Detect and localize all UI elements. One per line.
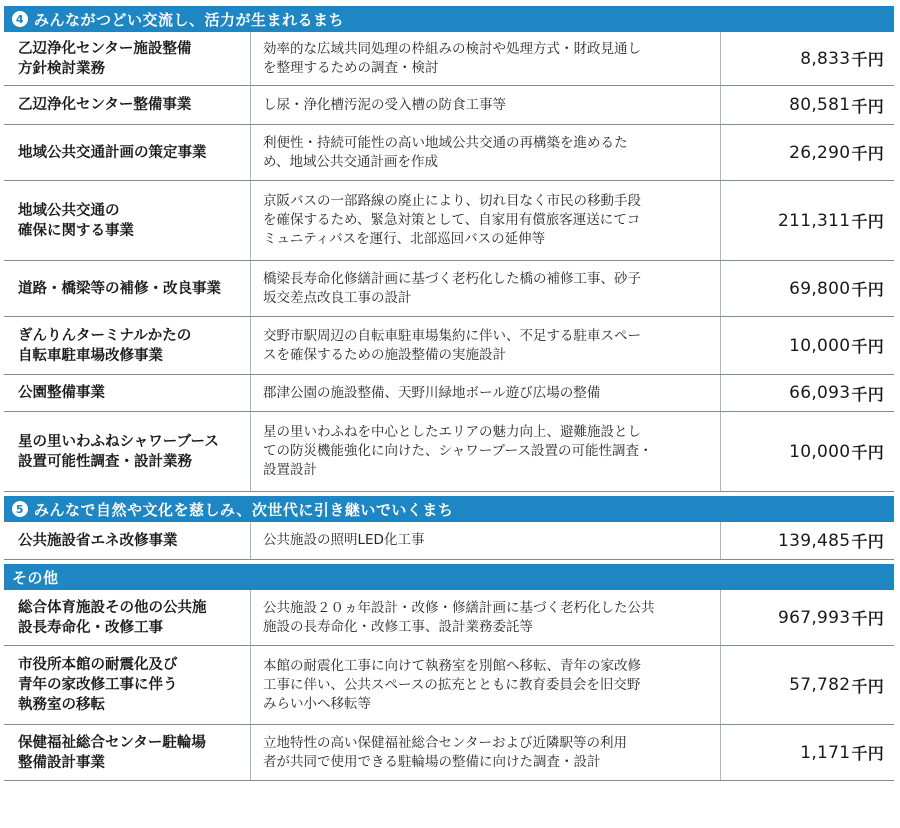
project-name: 保健福祉総合センター駐輪場 整備設計事業 [4, 725, 251, 780]
table-row [4, 375, 894, 412]
project-name: 総合体育施設その他の公共施 設長寿命化・改修工事 [4, 590, 251, 645]
amount-value: 139,485 [777, 530, 851, 551]
table-row [4, 590, 894, 646]
table-row [4, 125, 894, 181]
table-row [4, 32, 894, 86]
project-amount [721, 522, 894, 559]
amount-value: 211,311 [777, 210, 851, 231]
section-5-title: みんなで自然や文化を慈しみ、次世代に引き継いでいくまち [34, 500, 454, 519]
amount-unit: 千円 [851, 443, 884, 462]
project-name: 地域公共交通計画の策定事業 [4, 125, 251, 180]
amount-unit: 千円 [851, 532, 884, 551]
project-description: 効率的な広域共同処理の枠組みの検討や処理方式・財政見通し を整理するための調査・検討 [251, 32, 721, 85]
project-description: 星の里いわふねを中心としたエリアの魅力向上、避難施設とし ての防災機能強化に向けた、シャワーブース設置の可能性調査・ 設置設計 [251, 412, 721, 491]
project-description: 交野市駅周辺の自転車駐車場集約に伴い、不足する駐車スペー スを確保するための施設整備の実施設計 [251, 317, 721, 374]
project-name: ぎんりんターミナルかたの 自転車駐車場改修事業 [4, 317, 251, 374]
project-description: 郡津公園の施設整備、天野川緑地ボール遊び広場の整備 [251, 375, 721, 411]
amount-unit: 千円 [851, 144, 884, 163]
table-row [4, 725, 894, 781]
table-row [4, 646, 894, 725]
project-amount [721, 412, 894, 491]
amount-unit: 千円 [851, 744, 884, 763]
project-amount [721, 32, 894, 85]
amount-unit: 千円 [851, 96, 884, 116]
project-name: 乙辺浄化センター整備事業 [4, 86, 251, 124]
section-5-number: 5 [12, 501, 28, 517]
amount-value: 26,290 [789, 142, 851, 163]
project-description: し尿・浄化槽汚泥の受入槽の防食工事等 [251, 86, 721, 124]
section-other-title: その他 [12, 568, 59, 587]
section-other-header [4, 564, 894, 590]
table-row [4, 412, 894, 492]
project-name: 乙辺浄化センター施設整備 方針検討業務 [4, 32, 251, 85]
project-description: 公共施設の照明LED化工事 [251, 522, 721, 559]
project-name: 星の里いわふねシャワーブース 設置可能性調査・設計業務 [4, 412, 251, 491]
amount-value: 1,171 [800, 742, 851, 763]
budget-table [4, 6, 894, 781]
amount-unit: 千円 [851, 609, 884, 628]
project-amount [721, 317, 894, 374]
amount-unit: 千円 [851, 212, 884, 231]
project-amount [721, 125, 894, 180]
project-description: 公共施設２０ヵ年設計・改修・修繕計画に基づく老朽化した公共 施設の長寿命化・改修工事、設計業務委託等 [251, 590, 721, 645]
amount-unit: 千円 [851, 50, 884, 69]
project-amount [721, 375, 894, 411]
project-name: 地域公共交通の 確保に関する事業 [4, 181, 251, 260]
amount-unit: 千円 [851, 676, 884, 696]
table-row [4, 261, 894, 317]
project-amount [721, 725, 894, 780]
table-row [4, 86, 894, 125]
section-5-header [4, 496, 894, 522]
amount-unit: 千円 [851, 337, 884, 356]
project-name: 公園整備事業 [4, 375, 251, 411]
section-4-title: みんながつどい交流し、活力が生まれるまち [34, 10, 345, 29]
amount-unit: 千円 [851, 280, 884, 299]
project-description: 本館の耐震化工事に向けて執務室を別館へ移転、青年の家改修 工事に伴い、公共スペースの拡充とともに教育委員会を旧交野 みらい小へ移転等 [251, 646, 721, 724]
project-amount [721, 86, 894, 124]
amount-unit: 千円 [851, 384, 884, 404]
section-4-header [4, 6, 894, 32]
project-name: 公共施設省エネ改修事業 [4, 522, 251, 559]
project-description: 立地特性の高い保健福祉総合センターおよび近隣駅等の利用 者が共同で使用できる駐輪場の整備に向けた調査・設計 [251, 725, 721, 780]
project-amount [721, 646, 894, 724]
amount-value: 57,782 [789, 675, 851, 695]
table-row [4, 181, 894, 261]
project-description: 利便性・持続可能性の高い地域公共交通の再構築を進めるた め、地域公共交通計画を作成 [251, 125, 721, 180]
project-amount [721, 590, 894, 645]
project-description: 橋梁長寿命化修繕計画に基づく老朽化した橋の補修工事、砂子 坂交差点改良工事の設計 [251, 261, 721, 316]
project-amount [721, 261, 894, 316]
amount-value: 80,581 [789, 95, 851, 115]
amount-value: 10,000 [789, 335, 851, 356]
amount-value: 69,800 [789, 278, 851, 299]
table-row [4, 317, 894, 375]
amount-value: 8,833 [800, 48, 851, 69]
project-name: 道路・橋梁等の補修・改良事業 [4, 261, 251, 316]
table-row [4, 522, 894, 560]
project-description: 京阪バスの一部路線の廃止により、切れ目なく市民の移動手段 を確保するため、緊急対策として、自家用有償旅客運送にてコ ミュニティバスを運行、北部巡回バスの延伸等 [251, 181, 721, 260]
project-amount [721, 181, 894, 260]
section-4-number: 4 [12, 11, 28, 27]
project-name: 市役所本館の耐震化及び 青年の家改修工事に伴う 執務室の移転 [4, 646, 251, 724]
amount-value: 10,000 [789, 441, 851, 462]
amount-value: 66,093 [789, 383, 851, 403]
amount-value: 967,993 [777, 607, 851, 628]
